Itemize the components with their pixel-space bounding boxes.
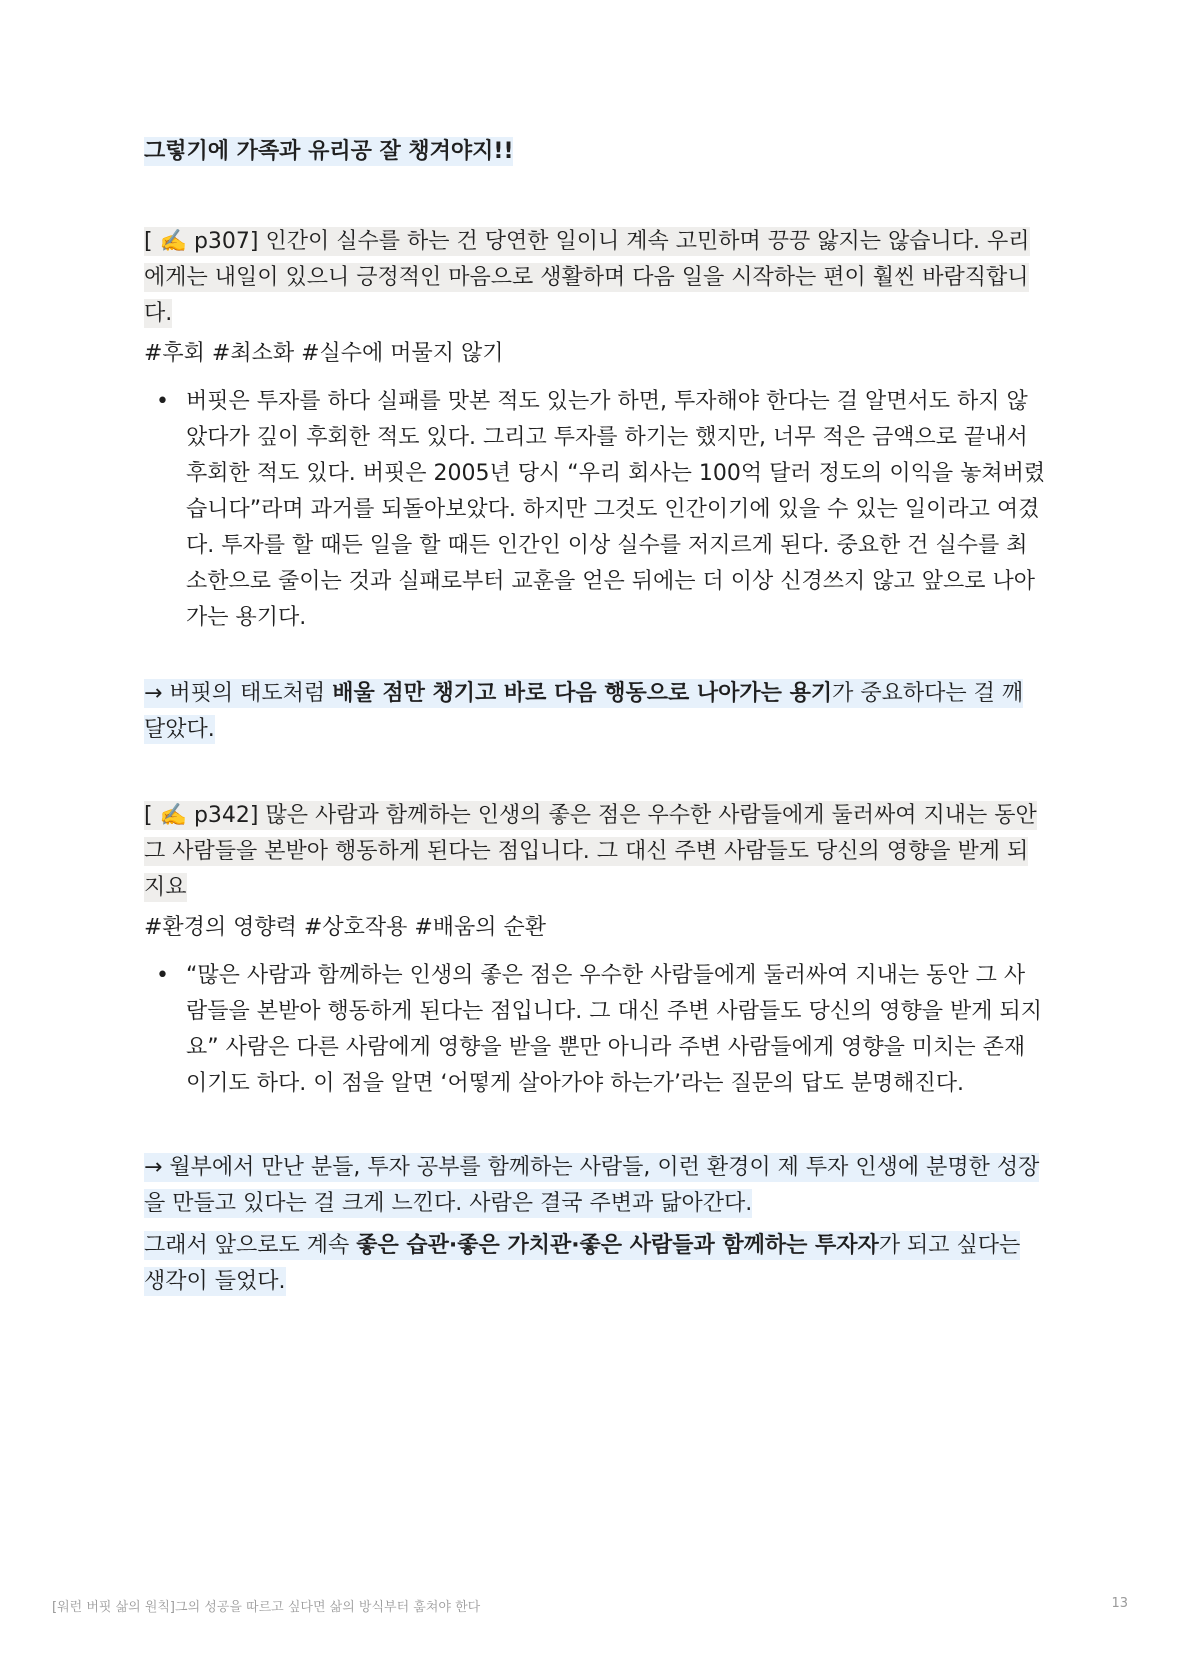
heading-text: 그렇기에 가족과 유리공 잘 챙겨야지!!: [144, 139, 514, 164]
quote-p307: [144, 224, 1044, 332]
reflection: [144, 676, 1044, 748]
bullet-paragraph: “많은 사람과 함께하는 인생의 좋은 점은 우수한 사람들에게 둘러싸여 지내는 동안 그 사람들을 본받아 행동하게 된다는 점입니다. 그 대신 주변 사람들도 당신의 영향을 받게 되지요” 사람은 다른 사람에게 영향을 받을 뿐만 아니라 주변 사람들에게 영향을 미치는 존재이기도 하다. 이 점을 알면 ‘어떻게 살아가야 하는가’라는 질문의 답도 분명해진다.: [186, 963, 1042, 1096]
quote-text: 인간이 실수를 하는 건 당연한 일이니 계속 고민하며 끙끙 앓지는 않습니다. 우리에게는 내일이 있으니 긍정적인 마음으로 생활하며 다음 일을 시작하는 편이 훨씬 바람직합니다.: [144, 229, 1030, 326]
reflection: [144, 1150, 1044, 1222]
section-heading: [144, 134, 1044, 170]
reflection-bold: 좋은 습관·좋은 가치관·좋은 사람들과 함께하는 투자자: [356, 1233, 879, 1258]
page-ref: [ ✍️ p342]: [144, 803, 259, 828]
footer-title: [워런 버핏 삶의 원칙]그의 성공을 따르고 싶다면 삶의 방식부터 훔쳐야 한다: [52, 1600, 481, 1615]
reflection-text: → 월부에서 만난 분들, 투자 공부를 함께하는 사람들, 이런 환경이 제 투자 인생에 분명한 성장을 만들고 있다는 걸 크게 느낀다. 사람은 결국 주변과 닮아간다.: [144, 1155, 1040, 1216]
bullet-marker: •: [156, 963, 169, 988]
reflection-text: → 버핏의 태도처럼: [144, 681, 333, 706]
reflection-text: 가 중요하다는 걸 깨달았다.: [144, 681, 1024, 742]
hashtags: #후회 #최소화 #실수에 머물지 않기: [144, 341, 504, 366]
hashtags: #환경의 영향력 #상호작용 #배움의 순환: [144, 915, 547, 940]
reflection: [144, 1228, 1044, 1300]
bullet-paragraph: 버핏은 투자를 하다 실패를 맛본 적도 있는가 하면, 투자해야 한다는 걸 알면서도 하지 않았다가 깊이 후회한 적도 있다. 그리고 투자를 하기는 했지만, 너무 적은 금액으로 끝내서 후회한 적도 있다. 버핏은 2005년 당시 “우리 회사는 100억 달러 정도의 이익을 놓쳐버렸습니다”라며 과거를 되돌아보았다. 하지만 그것도 인간이기에 있을 수 있는 일이라고 여겼다. 투자를 할 때든 일을 할 때든 인간인 이상 실수를 저지르게 된다. 중요한 건 실수를 최소한으로 줄이는 것과 실패로부터 교훈을 얻은 뒤에는 더 이상 신경쓰지 않고 앞으로 나아가는 용기다.: [186, 389, 1046, 630]
page-ref: [ ✍️ p307]: [144, 229, 259, 254]
bullet-marker: •: [156, 389, 169, 414]
quote-p342: [144, 798, 1044, 906]
reflection-text: 가 되고 싶다는 생각이 들었다.: [144, 1233, 1021, 1294]
page-number: 13: [1111, 1596, 1128, 1611]
quote-text: 많은 사람과 함께하는 인생의 좋은 점은 우수한 사람들에게 둘러싸여 지내는 동안 그 사람들을 본받아 행동하게 된다는 점입니다. 그 대신 주변 사람들도 당신의 영향을 받게 되지요: [144, 803, 1037, 900]
reflection-bold: 배울 점만 챙기고 바로 다음 행동으로 나아가는 용기: [332, 681, 833, 706]
reflection-text: 그래서 앞으로도 계속: [144, 1233, 357, 1258]
